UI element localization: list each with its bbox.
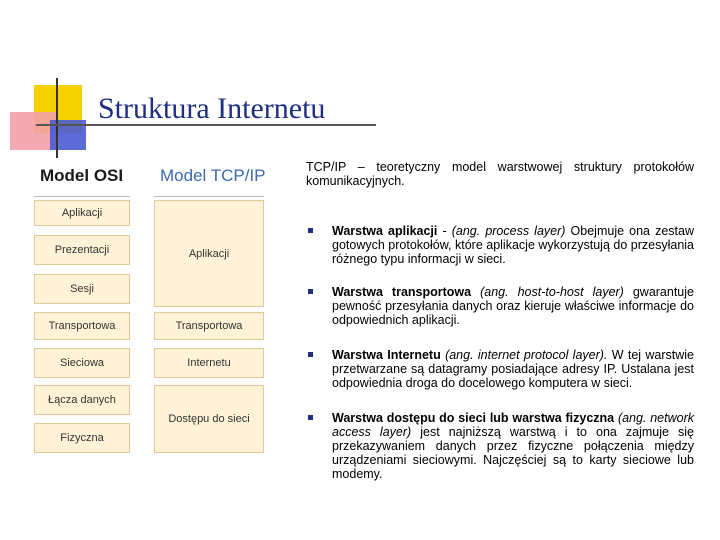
bullet-square-icon [308, 352, 313, 357]
osi-layer-session: Sesji [34, 274, 130, 304]
osi-layer-data-link: Łącza danych [34, 385, 130, 415]
osi-layer-transport: Transportowa [34, 312, 130, 340]
tcp-layer-transport: Transportowa [154, 312, 264, 340]
bullet-application-layer [306, 224, 694, 266]
bullet-description: jest najniższą warstwą i to ona zajmuje się przekazywaniem danych przez fizyczne połączenia między urządzeniami sieciowymi. Najczęściej są to karty sieciowe lub modemy. [332, 425, 694, 481]
bullet-square-icon [308, 228, 313, 233]
bullet-network-access-layer [306, 411, 694, 481]
bullet-english-name: (ang. process layer) [451, 224, 566, 238]
tcp-layer-network-access: Dostępu do sieci [154, 385, 264, 453]
tcpip-model-title: Model TCP/IP [160, 166, 266, 185]
osi-layer-application: Aplikacji [34, 200, 130, 226]
slide-title: Struktura Internetu [98, 92, 326, 125]
bullet-heading: Warstwa Internetu [332, 348, 441, 362]
bullet-english-name: (ang. network access layer) [332, 411, 694, 439]
osi-layer-network: Sieciowa [34, 348, 130, 378]
bullet-heading: Warstwa dostępu do sieci lub warstwa fizyczna [332, 411, 615, 425]
bullet-english-name: (ang. internet protocol layer). [445, 348, 608, 362]
osi-model-title: Model OSI [40, 166, 124, 185]
layer-descriptions [306, 224, 694, 481]
bullet-internet-layer [306, 348, 694, 390]
tcp-layer-internet: Internetu [154, 348, 264, 378]
tcp-layer-application: Aplikacji [154, 200, 264, 307]
osi-tcp-diagram [30, 158, 290, 458]
bullet-description: Obejmuje ona zestaw gotowych protokołów, które aplikacje wykorzystują do przesyłania różnego typu informacji w sieci. [332, 224, 694, 266]
osi-title-rule [34, 196, 130, 197]
bullet-separator: - [437, 224, 452, 238]
bullet-square-icon [308, 289, 313, 294]
bullet-transport-layer [306, 285, 694, 327]
bullet-square-icon [308, 415, 313, 420]
bullet-separator [471, 285, 480, 299]
tcp-title-rule [154, 196, 264, 197]
bullet-heading: Warstwa transportowa [332, 285, 472, 299]
bullet-heading: Warstwa aplikacji [332, 224, 438, 238]
bullet-description: gwarantuje pewność przesyłania danych oraz kieruje właściwe informacje do odpowiednich aplikacji. [332, 285, 694, 327]
bullet-english-name: (ang. host-to-host layer) [480, 285, 624, 299]
osi-layer-presentation: Prezentacji [34, 235, 130, 265]
decor-vertical-line [56, 78, 58, 158]
osi-layer-physical: Fizyczna [34, 423, 130, 453]
bullet-description: W tej warstwie przetwarzane są datagramy posiadające adresy IP. Ustalana jest odpowiednia droga do docelowego komputera w sieci. [332, 348, 694, 390]
intro-text: TCP/IP – teoretyczny model warstwowej struktury protokołów komunikacyjnych. [306, 160, 694, 188]
